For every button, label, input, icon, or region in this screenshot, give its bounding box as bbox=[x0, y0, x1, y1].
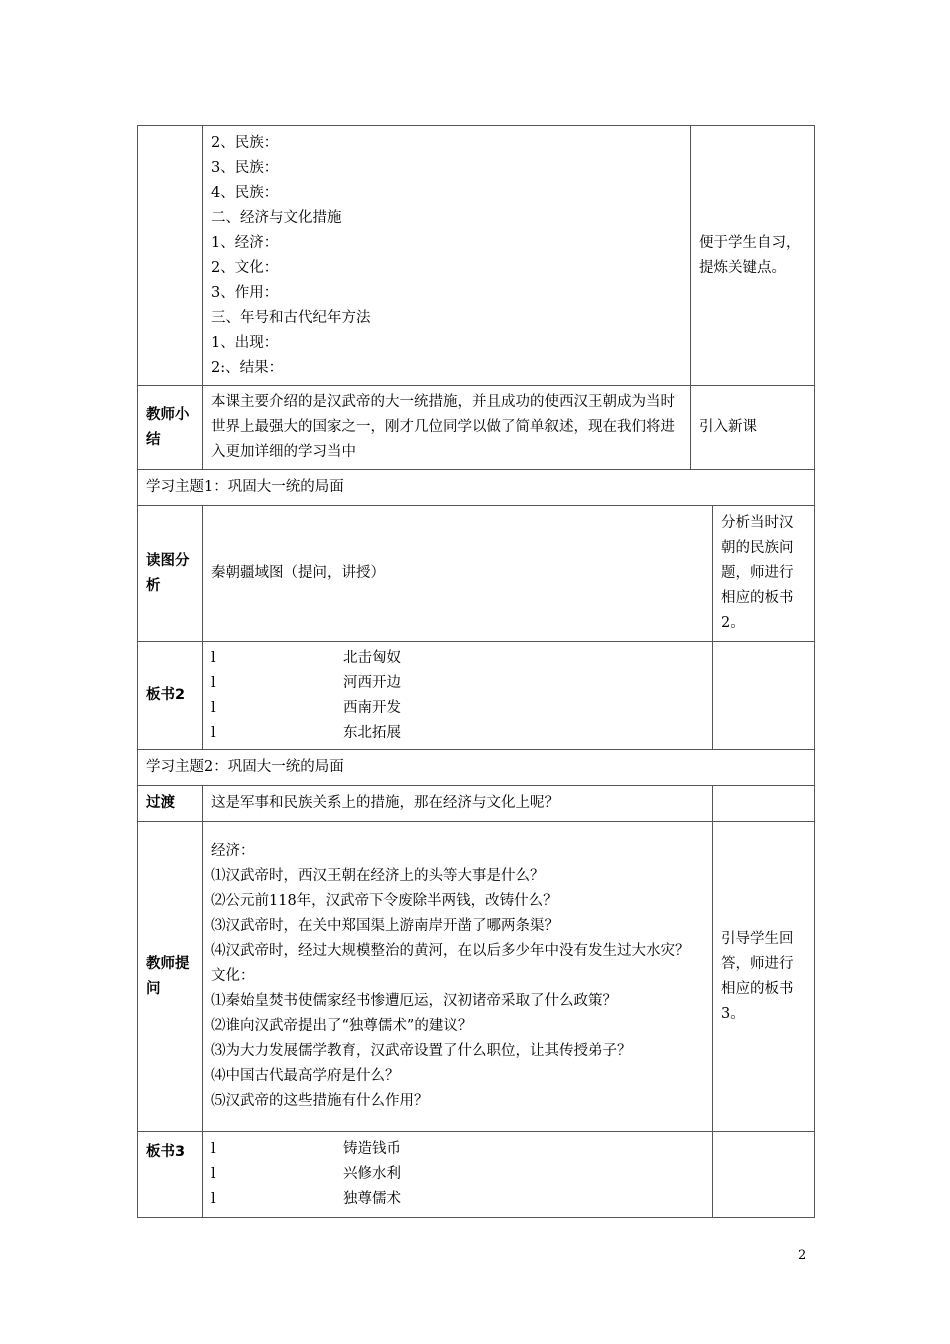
structure-item: 1、经济： bbox=[211, 235, 279, 251]
topic-2-title: 学习主题2：巩固大一统的局面 bbox=[138, 750, 815, 786]
bullet-marker: l bbox=[211, 724, 216, 741]
structure-label-cell bbox=[138, 126, 203, 386]
structure-item: 2、文化： bbox=[211, 260, 279, 276]
board2-item bbox=[211, 646, 704, 671]
map-row bbox=[138, 506, 815, 642]
board3-content bbox=[203, 1132, 713, 1218]
structure-item: 3、民族： bbox=[211, 160, 279, 176]
board3-item-text: 兴修水利 bbox=[343, 1166, 401, 1182]
board3-note bbox=[713, 1132, 815, 1218]
summary-note: 引入新课 bbox=[691, 386, 815, 470]
board3-item-text: 独尊儒术 bbox=[343, 1191, 401, 1207]
transition-row bbox=[138, 786, 815, 822]
board2-note bbox=[713, 642, 815, 750]
summary-row bbox=[138, 386, 815, 470]
summary-content: 本课主要介绍的是汉武帝的大一统措施，并且成功的使西汉王朝成为当时世界上最强大的国家之一，刚才几位同学以做了简单叙述，现在我们将进入更加详细的学习当中 bbox=[203, 386, 691, 470]
questions-note: 引导学生回答，师进行相应的板书3。 bbox=[713, 822, 815, 1132]
bullet-marker: l bbox=[211, 1191, 216, 1207]
board2-item-text: 东北拓展 bbox=[343, 724, 401, 741]
board3-item bbox=[211, 1162, 704, 1187]
board2-item bbox=[211, 721, 704, 746]
bullet-marker: l bbox=[211, 649, 216, 666]
board3-item bbox=[211, 1187, 704, 1212]
board3-item bbox=[211, 1137, 704, 1162]
structure-item: 2、民族： bbox=[211, 135, 279, 151]
board2-item-text: 西南开发 bbox=[343, 699, 401, 716]
questions-content bbox=[203, 822, 713, 1132]
board3-row bbox=[138, 1132, 815, 1218]
board2-item-text: 河西开边 bbox=[343, 674, 401, 691]
board2-row bbox=[138, 642, 815, 750]
topic-row-1 bbox=[138, 470, 815, 506]
structure-note: 便于学生自习，提炼关键点。 bbox=[691, 126, 815, 386]
structure-row bbox=[138, 126, 815, 386]
board3-label: 板书3 bbox=[138, 1132, 203, 1218]
structure-item: 4、民族： bbox=[211, 185, 279, 201]
culture-question: ⑴秦始皇焚书使儒家经书惨遭厄运，汉初诸帝采取了什么政策？ bbox=[211, 993, 617, 1009]
topic-row-2 bbox=[138, 750, 815, 786]
map-label: 读图分析 bbox=[138, 506, 203, 642]
page-number: 2 bbox=[798, 1248, 807, 1263]
structure-item: 1、出现： bbox=[211, 335, 279, 351]
culture-question: ⑷中国古代最高学府是什么？ bbox=[211, 1068, 400, 1084]
questions-label: 教师提问 bbox=[138, 822, 203, 1132]
transition-content: 这是军事和民族关系上的措施，那在经济与文化上呢？ bbox=[203, 786, 713, 822]
structure-item: 三、年号和古代纪年方法 bbox=[211, 310, 371, 326]
transition-note bbox=[713, 786, 815, 822]
structure-item: 2:、结果： bbox=[211, 360, 284, 376]
bullet-marker: l bbox=[211, 1166, 216, 1182]
board3-item-text: 铸造钱币 bbox=[343, 1141, 401, 1157]
economy-question: ⑶汉武帝时，在关中郑国渠上游南岸开凿了哪两条渠？ bbox=[211, 918, 559, 934]
culture-question: ⑸汉武帝的这些措施有什么作用？ bbox=[211, 1093, 429, 1109]
map-note: 分析当时汉朝的民族问题，师进行相应的板书2。 bbox=[713, 506, 815, 642]
board2-item bbox=[211, 671, 704, 696]
bullet-marker: l bbox=[211, 674, 216, 691]
map-content: 秦朝疆域图（提问，讲授） bbox=[203, 506, 713, 642]
culture-heading: 文化： bbox=[211, 968, 255, 984]
economy-question: ⑷汉武帝时，经过大规模整治的黄河，在以后多少年中没有发生过大水灾？ bbox=[211, 943, 690, 959]
topic-1-title: 学习主题1：巩固大一统的局面 bbox=[138, 470, 815, 506]
economy-heading: 经济： bbox=[211, 843, 255, 859]
culture-question: ⑶为大力发展儒学教育，汉武帝设置了什么职位，让其传授弟子？ bbox=[211, 1043, 632, 1059]
structure-content bbox=[203, 126, 691, 386]
board2-label: 板书2 bbox=[138, 642, 203, 750]
board2-item-text: 北击匈奴 bbox=[343, 649, 401, 666]
structure-item: 3、作用： bbox=[211, 285, 279, 301]
transition-label: 过渡 bbox=[138, 786, 203, 822]
bullet-marker: l bbox=[211, 1141, 216, 1157]
lesson-plan-table bbox=[137, 125, 815, 1218]
summary-label: 教师小结 bbox=[138, 386, 203, 470]
economy-question: ⑴汉武帝时，西汉王朝在经济上的头等大事是什么？ bbox=[211, 868, 545, 884]
board2-content bbox=[203, 642, 713, 750]
board2-item bbox=[211, 696, 704, 721]
bullet-marker: l bbox=[211, 699, 216, 716]
economy-question: ⑵公元前118年，汉武帝下令废除半两钱，改铸什么？ bbox=[211, 893, 558, 909]
structure-item: 二、经济与文化措施 bbox=[211, 210, 342, 226]
culture-question: ⑵谁向汉武帝提出了“独尊儒术”的建议？ bbox=[211, 1018, 473, 1034]
questions-row bbox=[138, 822, 815, 1132]
